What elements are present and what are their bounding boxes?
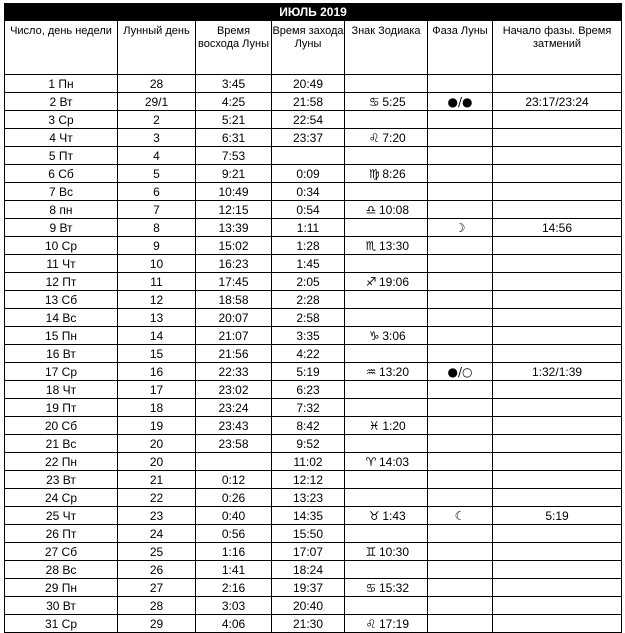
cell-moonset: 7:32 xyxy=(272,399,345,417)
cell-moonrise: 10:49 xyxy=(196,183,272,201)
cell-lunar-day: 12 xyxy=(118,291,196,309)
moon-calendar-table xyxy=(4,3,622,633)
header-moonset: Время захода Луны xyxy=(272,21,345,75)
cell-zodiac xyxy=(345,543,428,561)
cell-moon-phase xyxy=(428,417,493,435)
zodiac-sign-icon: ♈ xyxy=(365,454,377,469)
table-row xyxy=(5,291,622,309)
cell-moon-phase xyxy=(428,183,493,201)
cell-zodiac xyxy=(345,183,428,201)
cell-phase-time xyxy=(493,291,622,309)
cell-lunar-day: 13 xyxy=(118,309,196,327)
cell-moonset: 20:40 xyxy=(272,597,345,615)
cell-moon-phase xyxy=(428,471,493,489)
cell-zodiac xyxy=(345,309,428,327)
cell-zodiac xyxy=(345,615,428,633)
cell-lunar-day: 3 xyxy=(118,129,196,147)
zodiac-time: 10:30 xyxy=(378,544,410,559)
cell-moonset: 9:52 xyxy=(272,435,345,453)
cell-moon-phase xyxy=(428,597,493,615)
zodiac-time: 3:06 xyxy=(382,328,406,343)
cell-date: 19 Пт xyxy=(5,399,118,417)
cell-moon-phase xyxy=(428,93,493,111)
cell-moonset: 1:45 xyxy=(272,255,345,273)
cell-moonrise: 2:16 xyxy=(196,579,272,597)
table-body xyxy=(5,75,622,633)
cell-moonrise: 21:56 xyxy=(196,345,272,363)
header-zodiac: Знак Зодиака xyxy=(345,21,428,75)
table-row xyxy=(5,183,622,201)
cell-date: 1 Пн xyxy=(5,75,118,93)
cell-moonrise: 20:07 xyxy=(196,309,272,327)
zodiac-sign-icon: ♋ xyxy=(368,94,380,109)
moon-calendar xyxy=(4,3,621,633)
zodiac-time: 7:20 xyxy=(382,130,406,145)
cell-moonset: 15:50 xyxy=(272,525,345,543)
cell-lunar-day: 25 xyxy=(118,543,196,561)
cell-moonset: 18:24 xyxy=(272,561,345,579)
cell-moonrise: 3:03 xyxy=(196,597,272,615)
cell-lunar-day: 14 xyxy=(118,327,196,345)
zodiac-time: 15:32 xyxy=(378,580,410,595)
moon-phase-icon: ☽ xyxy=(454,220,466,235)
cell-lunar-day: 17 xyxy=(118,381,196,399)
cell-zodiac xyxy=(345,345,428,363)
cell-moon-phase xyxy=(428,543,493,561)
cell-zodiac xyxy=(345,93,428,111)
cell-zodiac xyxy=(345,417,428,435)
zodiac-time: 17:19 xyxy=(378,616,410,631)
table-row xyxy=(5,237,622,255)
cell-lunar-day: 6 xyxy=(118,183,196,201)
cell-phase-time: 14:56 xyxy=(493,219,622,237)
zodiac-sign-icon: ♎ xyxy=(365,202,377,217)
zodiac-time: 10:08 xyxy=(378,202,410,217)
cell-phase-time xyxy=(493,237,622,255)
cell-moon-phase xyxy=(428,363,493,381)
cell-date: 8 пн xyxy=(5,201,118,219)
cell-moonrise: 18:58 xyxy=(196,291,272,309)
cell-moonrise: 23:58 xyxy=(196,435,272,453)
zodiac-sign-icon: ♍ xyxy=(368,166,380,181)
cell-phase-time xyxy=(493,327,622,345)
cell-moon-phase xyxy=(428,615,493,633)
cell-moonrise: 1:41 xyxy=(196,561,272,579)
cell-lunar-day: 27 xyxy=(118,579,196,597)
cell-moon-phase xyxy=(428,237,493,255)
cell-moon-phase xyxy=(428,309,493,327)
cell-moonset: 2:05 xyxy=(272,273,345,291)
cell-zodiac xyxy=(345,147,428,165)
cell-phase-time xyxy=(493,579,622,597)
cell-moon-phase xyxy=(428,507,493,525)
cell-lunar-day: 15 xyxy=(118,345,196,363)
cell-moon-phase xyxy=(428,399,493,417)
cell-phase-time: 23:17/23:24 xyxy=(493,93,622,111)
column-headers xyxy=(5,21,622,75)
cell-phase-time xyxy=(493,435,622,453)
cell-lunar-day: 10 xyxy=(118,255,196,273)
zodiac-time: 13:20 xyxy=(378,364,410,379)
cell-lunar-day: 19 xyxy=(118,417,196,435)
cell-phase-time xyxy=(493,129,622,147)
cell-moonrise: 1:16 xyxy=(196,543,272,561)
table-row xyxy=(5,507,622,525)
cell-moonset: 23:37 xyxy=(272,129,345,147)
cell-zodiac xyxy=(345,327,428,345)
cell-phase-time xyxy=(493,561,622,579)
cell-moonrise: 0:12 xyxy=(196,471,272,489)
cell-phase-time xyxy=(493,471,622,489)
cell-phase-time xyxy=(493,345,622,363)
cell-moonset: 0:34 xyxy=(272,183,345,201)
table-row xyxy=(5,381,622,399)
cell-zodiac xyxy=(345,579,428,597)
cell-date: 21 Вс xyxy=(5,435,118,453)
header-phase-start: Начало фазы. Время затмений xyxy=(493,21,622,75)
cell-zodiac xyxy=(345,363,428,381)
cell-lunar-day: 8 xyxy=(118,219,196,237)
cell-moonset: 1:28 xyxy=(272,237,345,255)
cell-moonset: 13:23 xyxy=(272,489,345,507)
cell-zodiac xyxy=(345,597,428,615)
cell-phase-time xyxy=(493,525,622,543)
cell-lunar-day: 22 xyxy=(118,489,196,507)
cell-moonset: 6:23 xyxy=(272,381,345,399)
table-row xyxy=(5,561,622,579)
table-row xyxy=(5,165,622,183)
cell-moonrise: 0:40 xyxy=(196,507,272,525)
cell-phase-time xyxy=(493,255,622,273)
cell-zodiac xyxy=(345,525,428,543)
cell-phase-time xyxy=(493,75,622,93)
cell-moon-phase xyxy=(428,219,493,237)
cell-moonrise: 5:21 xyxy=(196,111,272,129)
cell-phase-time xyxy=(493,417,622,435)
zodiac-time: 5:25 xyxy=(382,94,406,109)
cell-zodiac xyxy=(345,237,428,255)
cell-moonset: 5:19 xyxy=(272,363,345,381)
table-row xyxy=(5,525,622,543)
cell-moon-phase xyxy=(428,75,493,93)
cell-date: 23 Вт xyxy=(5,471,118,489)
cell-moonset: 0:54 xyxy=(272,201,345,219)
cell-lunar-day: 20 xyxy=(118,435,196,453)
table-row xyxy=(5,363,622,381)
cell-lunar-day: 21 xyxy=(118,471,196,489)
cell-phase-time xyxy=(493,273,622,291)
cell-moonset: 0:09 xyxy=(272,165,345,183)
table-row xyxy=(5,579,622,597)
cell-moonset: 17:07 xyxy=(272,543,345,561)
cell-moonrise: 23:02 xyxy=(196,381,272,399)
zodiac-sign-icon: ♌ xyxy=(365,616,377,631)
cell-moonset: 22:54 xyxy=(272,111,345,129)
cell-zodiac xyxy=(345,273,428,291)
cell-phase-time: 1:32/1:39 xyxy=(493,363,622,381)
table-row xyxy=(5,111,622,129)
cell-lunar-day: 4 xyxy=(118,147,196,165)
cell-moon-phase xyxy=(428,165,493,183)
cell-date: 2 Вт xyxy=(5,93,118,111)
cell-lunar-day: 7 xyxy=(118,201,196,219)
table-row xyxy=(5,597,622,615)
cell-date: 24 Ср xyxy=(5,489,118,507)
cell-moon-phase xyxy=(428,273,493,291)
table-row xyxy=(5,201,622,219)
cell-moonrise xyxy=(196,453,272,471)
cell-date: 12 Пт xyxy=(5,273,118,291)
cell-date: 4 Чт xyxy=(5,129,118,147)
table-row xyxy=(5,345,622,363)
cell-moonrise: 15:02 xyxy=(196,237,272,255)
cell-moonrise: 23:24 xyxy=(196,399,272,417)
cell-date: 6 Сб xyxy=(5,165,118,183)
cell-moonset: 2:28 xyxy=(272,291,345,309)
cell-moonset: 1:11 xyxy=(272,219,345,237)
table-row xyxy=(5,129,622,147)
cell-phase-time xyxy=(493,309,622,327)
table-row xyxy=(5,489,622,507)
cell-zodiac xyxy=(345,201,428,219)
cell-date: 26 Пт xyxy=(5,525,118,543)
zodiac-time: 19:06 xyxy=(378,274,410,289)
table-row xyxy=(5,309,622,327)
table-row xyxy=(5,543,622,561)
cell-date: 31 Ср xyxy=(5,615,118,633)
cell-moonset: 20:49 xyxy=(272,75,345,93)
cell-moon-phase xyxy=(428,489,493,507)
cell-zodiac xyxy=(345,453,428,471)
cell-date: 18 Чт xyxy=(5,381,118,399)
cell-date: 10 Ср xyxy=(5,237,118,255)
cell-date: 16 Вт xyxy=(5,345,118,363)
cell-lunar-day: 11 xyxy=(118,273,196,291)
table-row xyxy=(5,255,622,273)
zodiac-time: 8:26 xyxy=(382,166,406,181)
cell-zodiac xyxy=(345,561,428,579)
cell-phase-time xyxy=(493,489,622,507)
cell-moonrise: 3:45 xyxy=(196,75,272,93)
cell-phase-time xyxy=(493,597,622,615)
cell-moon-phase xyxy=(428,381,493,399)
zodiac-sign-icon: ♒ xyxy=(365,364,377,379)
cell-moon-phase xyxy=(428,561,493,579)
table-row xyxy=(5,93,622,111)
cell-moonset: 21:58 xyxy=(272,93,345,111)
cell-moonset xyxy=(272,147,345,165)
cell-moonset: 11:02 xyxy=(272,453,345,471)
table-title: ИЮЛЬ 2019 xyxy=(5,4,622,21)
zodiac-sign-icon: ♐ xyxy=(365,274,377,289)
cell-date: 25 Чт xyxy=(5,507,118,525)
cell-zodiac xyxy=(345,471,428,489)
cell-date: 13 Сб xyxy=(5,291,118,309)
cell-phase-time xyxy=(493,399,622,417)
cell-zodiac xyxy=(345,75,428,93)
table-row xyxy=(5,75,622,93)
cell-date: 17 Ср xyxy=(5,363,118,381)
cell-moon-phase xyxy=(428,525,493,543)
cell-lunar-day: 24 xyxy=(118,525,196,543)
cell-phase-time xyxy=(493,615,622,633)
cell-lunar-day: 20 xyxy=(118,453,196,471)
header-moon-phase: Фаза Луны xyxy=(428,21,493,75)
cell-date: 22 Пн xyxy=(5,453,118,471)
cell-date: 5 Пт xyxy=(5,147,118,165)
table-row xyxy=(5,435,622,453)
header-date: Число, день недели xyxy=(5,21,118,75)
cell-lunar-day: 29/1 xyxy=(118,93,196,111)
header-moonrise: Время восхода Луны xyxy=(196,21,272,75)
cell-phase-time xyxy=(493,543,622,561)
table-row xyxy=(5,147,622,165)
cell-zodiac xyxy=(345,435,428,453)
cell-moonrise: 4:06 xyxy=(196,615,272,633)
cell-date: 20 Сб xyxy=(5,417,118,435)
cell-zodiac xyxy=(345,291,428,309)
zodiac-time: 14:03 xyxy=(378,454,410,469)
zodiac-sign-icon: ♋ xyxy=(365,580,377,595)
table-row xyxy=(5,453,622,471)
cell-zodiac xyxy=(345,111,428,129)
cell-zodiac xyxy=(345,489,428,507)
cell-moonrise: 9:21 xyxy=(196,165,272,183)
cell-lunar-day: 28 xyxy=(118,75,196,93)
table-row xyxy=(5,327,622,345)
cell-moonrise: 21:07 xyxy=(196,327,272,345)
cell-moonrise: 6:31 xyxy=(196,129,272,147)
cell-date: 30 Вт xyxy=(5,597,118,615)
cell-moon-phase xyxy=(428,201,493,219)
table-row xyxy=(5,471,622,489)
cell-moonset: 21:30 xyxy=(272,615,345,633)
cell-date: 11 Чт xyxy=(5,255,118,273)
cell-moonrise: 23:43 xyxy=(196,417,272,435)
cell-date: 3 Ср xyxy=(5,111,118,129)
cell-moon-phase xyxy=(428,255,493,273)
cell-phase-time xyxy=(493,183,622,201)
cell-zodiac xyxy=(345,507,428,525)
zodiac-sign-icon: ♑ xyxy=(368,328,380,343)
zodiac-sign-icon: ♊ xyxy=(365,544,377,559)
cell-moonset: 8:42 xyxy=(272,417,345,435)
cell-lunar-day: 5 xyxy=(118,165,196,183)
cell-date: 27 Сб xyxy=(5,543,118,561)
cell-moon-phase xyxy=(428,129,493,147)
cell-moonset: 14:35 xyxy=(272,507,345,525)
table-row xyxy=(5,219,622,237)
cell-zodiac xyxy=(345,129,428,147)
zodiac-sign-icon: ♌ xyxy=(368,130,380,145)
cell-moon-phase xyxy=(428,345,493,363)
cell-lunar-day: 29 xyxy=(118,615,196,633)
cell-zodiac xyxy=(345,399,428,417)
cell-moonset: 19:37 xyxy=(272,579,345,597)
zodiac-time: 13:30 xyxy=(378,238,410,253)
cell-moonrise: 0:56 xyxy=(196,525,272,543)
cell-zodiac xyxy=(345,255,428,273)
cell-moon-phase xyxy=(428,453,493,471)
cell-phase-time xyxy=(493,165,622,183)
cell-zodiac xyxy=(345,165,428,183)
cell-lunar-day: 28 xyxy=(118,597,196,615)
cell-phase-time: 5:19 xyxy=(493,507,622,525)
cell-moonset: 4:22 xyxy=(272,345,345,363)
cell-date: 29 Пн xyxy=(5,579,118,597)
table-row xyxy=(5,417,622,435)
cell-moonrise: 16:23 xyxy=(196,255,272,273)
cell-moonrise: 12:15 xyxy=(196,201,272,219)
cell-date: 7 Вс xyxy=(5,183,118,201)
cell-date: 14 Вс xyxy=(5,309,118,327)
cell-moon-phase xyxy=(428,147,493,165)
moon-phase-icon: ●/● xyxy=(447,94,473,109)
table-row xyxy=(5,273,622,291)
cell-lunar-day: 26 xyxy=(118,561,196,579)
cell-zodiac xyxy=(345,219,428,237)
cell-moonset: 3:35 xyxy=(272,327,345,345)
cell-moonrise: 13:39 xyxy=(196,219,272,237)
cell-moonrise: 4:25 xyxy=(196,93,272,111)
zodiac-sign-icon: ♓ xyxy=(368,418,380,433)
cell-moonrise: 17:45 xyxy=(196,273,272,291)
cell-lunar-day: 9 xyxy=(118,237,196,255)
zodiac-time: 1:43 xyxy=(382,508,406,523)
cell-moon-phase xyxy=(428,327,493,345)
cell-phase-time xyxy=(493,147,622,165)
zodiac-sign-icon: ♉ xyxy=(368,508,380,523)
zodiac-time: 1:20 xyxy=(382,418,406,433)
cell-moon-phase xyxy=(428,435,493,453)
zodiac-sign-icon: ♏ xyxy=(365,238,377,253)
cell-lunar-day: 2 xyxy=(118,111,196,129)
cell-moonrise: 0:26 xyxy=(196,489,272,507)
table-row xyxy=(5,615,622,633)
moon-phase-icon: ☾ xyxy=(454,508,466,523)
cell-lunar-day: 18 xyxy=(118,399,196,417)
cell-phase-time xyxy=(493,111,622,129)
cell-moonset: 2:58 xyxy=(272,309,345,327)
cell-moonrise: 22:33 xyxy=(196,363,272,381)
cell-moon-phase xyxy=(428,111,493,129)
cell-moon-phase xyxy=(428,291,493,309)
cell-moonset: 12:12 xyxy=(272,471,345,489)
moon-phase-icon: ●/○ xyxy=(447,364,473,379)
cell-zodiac xyxy=(345,381,428,399)
table-row xyxy=(5,399,622,417)
cell-date: 15 Пн xyxy=(5,327,118,345)
cell-date: 9 Вт xyxy=(5,219,118,237)
cell-lunar-day: 23 xyxy=(118,507,196,525)
cell-date: 28 Вс xyxy=(5,561,118,579)
header-lunar-day: Лунный день xyxy=(118,21,196,75)
cell-phase-time xyxy=(493,381,622,399)
cell-moonrise: 7:53 xyxy=(196,147,272,165)
cell-moon-phase xyxy=(428,579,493,597)
cell-lunar-day: 16 xyxy=(118,363,196,381)
cell-phase-time xyxy=(493,453,622,471)
cell-phase-time xyxy=(493,201,622,219)
